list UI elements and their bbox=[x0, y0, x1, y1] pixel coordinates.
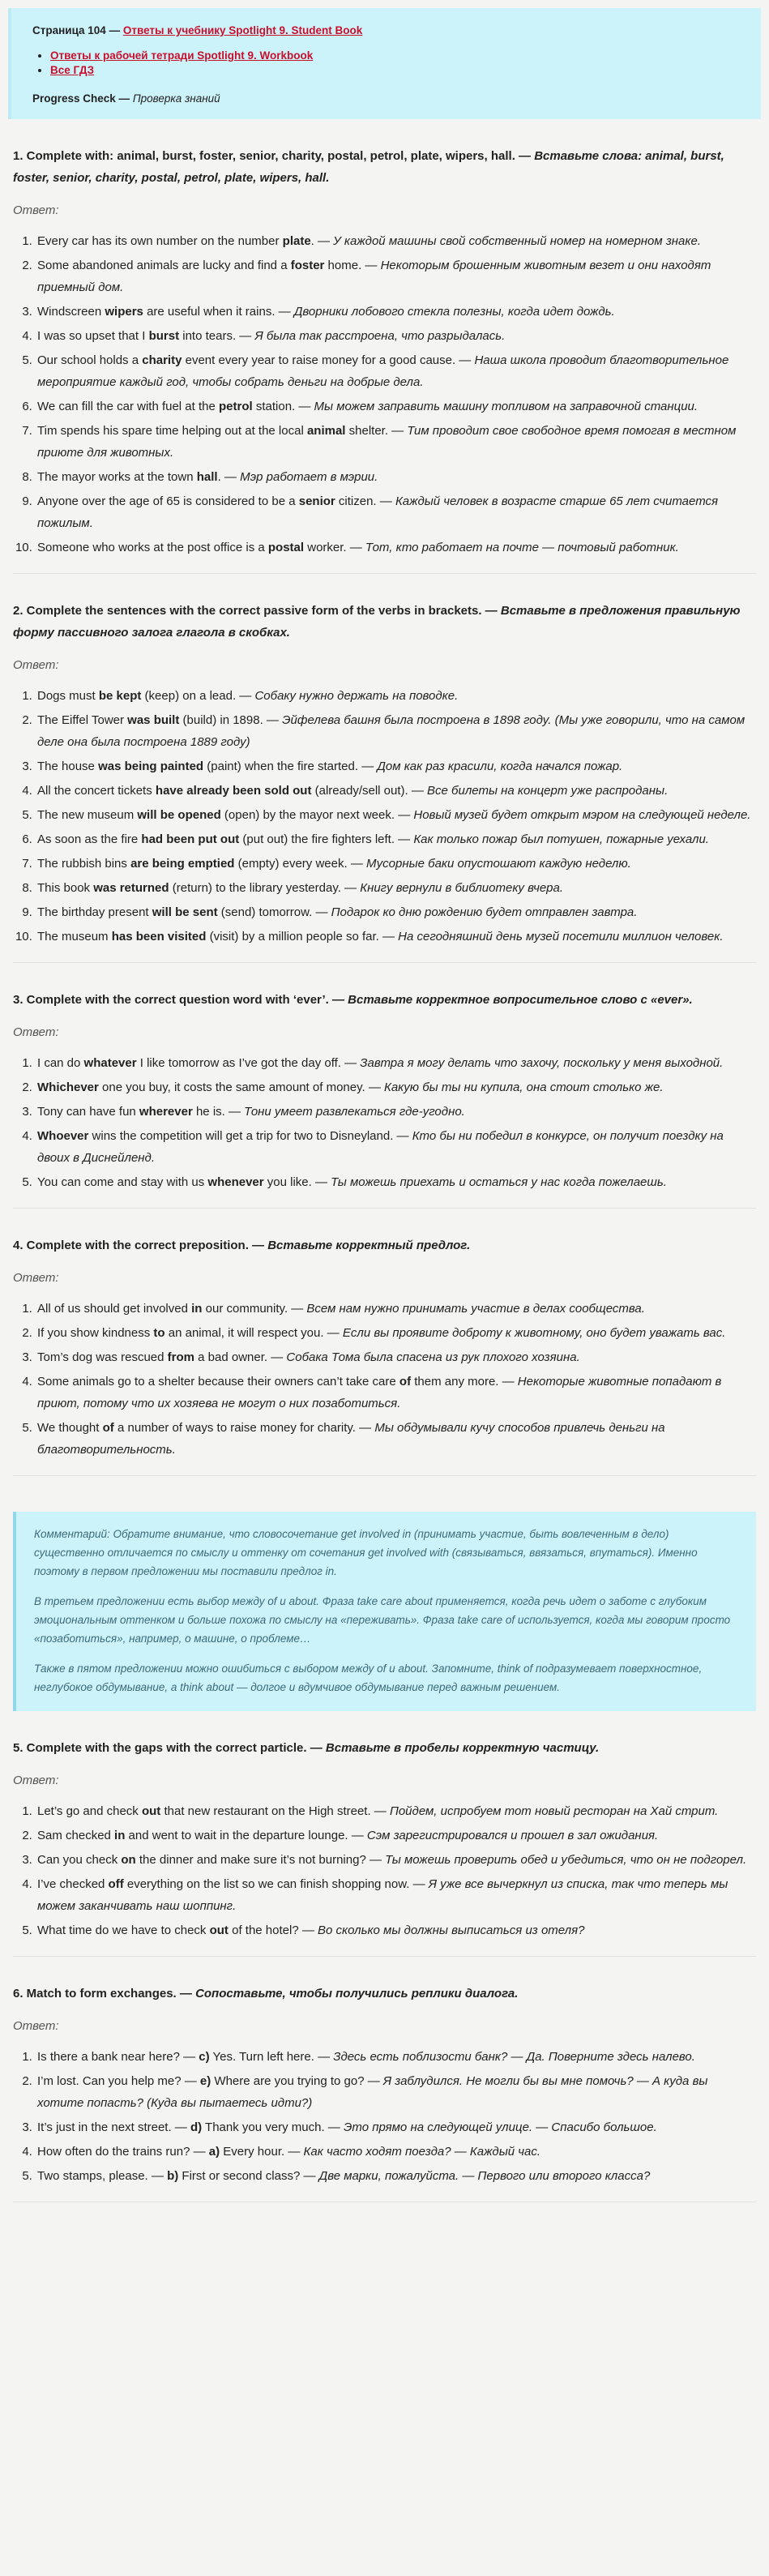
sentence-start: We thought bbox=[37, 1421, 103, 1435]
sentence-end: (paint) when the fire started. bbox=[203, 760, 359, 773]
exercise-title-en: 6. Match to form exchanges. — bbox=[13, 1987, 192, 2000]
sentence-end: of the hotel? bbox=[228, 1923, 299, 1937]
sentence-start: The rubbish bins bbox=[37, 857, 131, 871]
sentence-end: them any more. bbox=[411, 1375, 499, 1389]
exercise-4 bbox=[13, 1235, 756, 1476]
answer-word: out bbox=[141, 1804, 161, 1818]
answer-word: in bbox=[191, 1302, 203, 1316]
sentence-end: Where are you trying to go? bbox=[211, 2074, 365, 2088]
list-item bbox=[36, 230, 756, 252]
sentence-end: one you buy, it costs the same amount of money. bbox=[98, 1080, 365, 1094]
translation: — Тим проводит свое свободное время помогая в местном приюте для животных. bbox=[37, 424, 737, 460]
answer-word: are being emptied bbox=[130, 857, 235, 871]
all-gdz-link[interactable]: Все ГДЗ bbox=[50, 64, 95, 76]
translation: — Какую бы ты ни купила, она стоит столько же. bbox=[365, 1080, 664, 1094]
answer-word: petrol bbox=[219, 400, 253, 413]
page bbox=[8, 0, 761, 2202]
answer-word: of bbox=[399, 1375, 412, 1389]
sentence-end: (return) to the library yesterday. bbox=[169, 881, 341, 895]
sentence-end: Yes. Turn left here. bbox=[209, 2050, 314, 2064]
sentence-start: You can come and stay with us bbox=[37, 1175, 208, 1189]
translation: — Мэр работает в мэрии. bbox=[220, 470, 378, 484]
sentence-start: All of us should get involved bbox=[37, 1302, 192, 1316]
translation: — Тот, кто работает на почте — почтовый работник. bbox=[346, 541, 679, 554]
list-item bbox=[36, 1101, 756, 1123]
sentence-start: All the concert tickets bbox=[37, 784, 156, 798]
answer-label: Ответ: bbox=[13, 658, 59, 672]
answer-word: burst bbox=[148, 329, 180, 343]
exercises-content bbox=[8, 145, 761, 2202]
exercise-title bbox=[13, 600, 756, 644]
sentence-start: Dogs must bbox=[37, 689, 99, 703]
divider bbox=[13, 573, 756, 574]
list-item bbox=[36, 1171, 756, 1193]
answer-word: b) bbox=[167, 2169, 179, 2183]
divider bbox=[13, 1956, 756, 1957]
sentence-start: Some animals go to a shelter because their owners can’t take care bbox=[37, 1375, 399, 1389]
list-item bbox=[36, 1417, 756, 1461]
answer-word: have already been sold out bbox=[155, 784, 312, 798]
workbook-link[interactable]: Ответы к рабочей тетради Spotlight 9. Workbook bbox=[50, 49, 314, 62]
list-item bbox=[50, 49, 740, 62]
list-item bbox=[36, 396, 756, 417]
progress-check-title bbox=[32, 92, 740, 105]
sentence-start: Tom’s dog was rescued bbox=[37, 1350, 168, 1364]
translation: — Каждый человек в возрасте старше 65 лет считается пожилым. bbox=[37, 494, 719, 530]
answer-list bbox=[13, 230, 756, 558]
progress-subtitle: Проверка знаний bbox=[132, 92, 220, 105]
sentence-end: (already/sell out). bbox=[311, 784, 408, 798]
list-item bbox=[36, 755, 756, 777]
sentence-start: Sam checked bbox=[37, 1829, 115, 1842]
sentence-start: I was so upset that I bbox=[37, 329, 149, 343]
answer-list bbox=[13, 2046, 756, 2187]
list-item bbox=[36, 537, 756, 558]
list-item bbox=[36, 1371, 756, 1414]
sentence-start: How often do the trains run? — bbox=[37, 2145, 209, 2159]
answer-word: to bbox=[153, 1326, 165, 1340]
answer-word: Whichever bbox=[37, 1080, 99, 1094]
sentence-end: . bbox=[217, 470, 221, 484]
student-book-link[interactable]: Ответы к учебнику Spotlight 9. Student Book bbox=[122, 24, 363, 36]
answer-word: postal bbox=[267, 541, 305, 554]
answer-word: from bbox=[167, 1350, 194, 1364]
list-item bbox=[36, 255, 756, 298]
translation: — Дворники лобового стекла полезны, когда идет дождь. bbox=[275, 305, 615, 319]
divider bbox=[13, 962, 756, 963]
sentence-start: The mayor works at the town bbox=[37, 470, 197, 484]
sentence-start: Anyone over the age of 65 is considered to be a bbox=[37, 494, 299, 508]
translation: — Новый музей будет открыт мэром на следующей неделе. bbox=[395, 808, 751, 822]
translation: — Собака Тома была спасена из рук плохого хозяина. bbox=[267, 1350, 580, 1364]
exercise-title-en: 2. Complete the sentences with the correct passive form of the verbs in brackets. — bbox=[13, 604, 498, 618]
answer-word: c) bbox=[199, 2050, 210, 2064]
list-item bbox=[36, 1346, 756, 1368]
sentence-start: As soon as the fire bbox=[37, 832, 142, 846]
translation: — Как часто ходят поезда? — Каждый час. bbox=[284, 2145, 541, 2159]
exercise-title-ru: Вставьте корректное вопросительное слово с «ever». bbox=[348, 993, 693, 1007]
translation: — На сегодняшний день музей посетили миллион человек. bbox=[378, 930, 724, 944]
answer-word: was returned bbox=[93, 881, 169, 895]
answer-word: of bbox=[102, 1421, 114, 1435]
answer-word: plate bbox=[282, 234, 311, 248]
answer-word: had been put out bbox=[141, 832, 240, 846]
answer-word: whenever bbox=[207, 1175, 264, 1189]
sentence-end: I like tomorrow as I’ve got the day off. bbox=[136, 1056, 341, 1070]
sentence-start: The new museum bbox=[37, 808, 138, 822]
translation: — Тони умеет развлекаться где-угодно. bbox=[224, 1105, 465, 1119]
sentence-end: shelter. bbox=[345, 424, 389, 438]
answer-word: wherever bbox=[139, 1105, 193, 1119]
list-item bbox=[36, 685, 756, 707]
exercise-title-ru: Вставьте в предложения правильную форму пассивного залога глагола в скобках. bbox=[13, 604, 741, 640]
sentence-start: Some abandoned animals are lucky and find a bbox=[37, 259, 291, 272]
answer-label: Ответ: bbox=[13, 2019, 59, 2033]
list-item bbox=[36, 1076, 756, 1098]
exercise-title-en: 1. Complete with: animal, burst, foster, senior, charity, postal, petrol, plate, wipers, hall. — bbox=[13, 149, 532, 163]
list-item bbox=[50, 64, 740, 76]
answer-word: out bbox=[209, 1923, 229, 1937]
sentence-start: I’ve checked bbox=[37, 1877, 109, 1891]
list-item bbox=[36, 1825, 756, 1846]
sentence-start: If you show kindness bbox=[37, 1326, 154, 1340]
sentence-start: The birthday present bbox=[37, 905, 152, 919]
translation: — Во сколько мы должны выписаться из отеля? bbox=[298, 1923, 585, 1937]
translation: — Я уже все вычеркнул из списка, так что теперь мы можем заканчивать наш шоппинг. bbox=[37, 1877, 728, 1913]
sentence-end: a number of ways to raise money for charity. bbox=[113, 1421, 356, 1435]
list-item bbox=[36, 325, 756, 347]
list-item bbox=[36, 853, 756, 875]
answer-word: will be sent bbox=[152, 905, 218, 919]
list-item bbox=[36, 490, 756, 534]
breadcrumb bbox=[32, 24, 740, 36]
answer-word: was being painted bbox=[98, 760, 204, 773]
exercise-1 bbox=[13, 145, 756, 574]
sentence-start: The house bbox=[37, 760, 99, 773]
answer-list bbox=[13, 1298, 756, 1461]
list-item bbox=[36, 301, 756, 323]
sentence-start: Tim spends his spare time helping out at the local bbox=[37, 424, 307, 438]
sentence-end: Thank you very much. bbox=[202, 2120, 325, 2134]
sentence-start: I can do bbox=[37, 1056, 84, 1070]
exercise-3 bbox=[13, 989, 756, 1209]
list-item bbox=[36, 2070, 756, 2114]
sentence-start: The Eiffel Tower bbox=[37, 713, 128, 727]
sentence-end: everything on the list so we can finish shopping now. bbox=[123, 1877, 410, 1891]
translation: — Если вы проявите доброту к животному, оно будет уважать вас. bbox=[323, 1326, 726, 1340]
exercise-title bbox=[13, 1983, 756, 2005]
sentence-end: are useful when it rains. bbox=[143, 305, 276, 319]
commentary-box bbox=[13, 1512, 756, 1711]
sentence-start: Tony can have fun bbox=[37, 1105, 139, 1119]
sentence-end: the dinner and make sure it’s not burning? bbox=[135, 1853, 366, 1867]
answer-list bbox=[13, 685, 756, 948]
progress-title: Progress Check — bbox=[32, 92, 130, 105]
sentence-start: This book bbox=[37, 881, 94, 895]
answer-word: a) bbox=[208, 2145, 220, 2159]
answer-word: hall bbox=[196, 470, 218, 484]
translation: — Некоторые животные попадают в приют, потому что их хозяева не могут о них позаботиться. bbox=[37, 1375, 722, 1410]
exercise-2 bbox=[13, 600, 756, 963]
list-item bbox=[36, 901, 756, 923]
answer-word: e) bbox=[199, 2074, 211, 2088]
list-item bbox=[36, 780, 756, 802]
exercise-title bbox=[13, 145, 756, 189]
sentence-start: Every car has its own number on the number bbox=[37, 234, 283, 248]
sentence-end: (empty) every week. bbox=[234, 857, 348, 871]
sentence-end: wins the competition will get a trip for two to Disneyland. bbox=[88, 1129, 394, 1143]
sentence-end: you like. bbox=[263, 1175, 312, 1189]
translation: — Кто бы ни победил в конкурсе, он получит поездку на двоих в Диснейленд. bbox=[37, 1129, 724, 1165]
sentence-end: . bbox=[310, 234, 314, 248]
translation: — Я заблудился. Не могли бы вы мне помочь? — А куда вы хотите попасть? (Куда вы пытаетесь идти?) bbox=[37, 2074, 708, 2110]
sentence-end: into tears. bbox=[179, 329, 237, 343]
sentence-end: station. bbox=[252, 400, 296, 413]
page-label: Страница 104 — bbox=[32, 24, 121, 36]
answer-word: off bbox=[108, 1877, 124, 1891]
exercise-title bbox=[13, 1737, 756, 1759]
sentence-end: our community. bbox=[202, 1302, 288, 1316]
answer-label: Ответ: bbox=[13, 1025, 59, 1039]
translation: — У каждой машины свой собственный номер на номерном знаке. bbox=[314, 234, 701, 248]
list-item bbox=[36, 926, 756, 948]
translation: — Две марки, пожалуйста. — Первого или второго класса? bbox=[300, 2169, 651, 2183]
sentence-end: (keep) on a lead. bbox=[141, 689, 237, 703]
exercise-title-ru: Вставьте слова: animal, burst, foster, senior, charity, postal, petrol, plate, wipers, hall. bbox=[13, 149, 724, 185]
translation: — Книгу вернули в библиотеку вчера. bbox=[340, 881, 564, 895]
translation: — Завтра я могу делать что захочу, поскольку у меня выходной. bbox=[340, 1056, 724, 1070]
exercise-title-en: 5. Complete with the gaps with the correct particle. — bbox=[13, 1741, 323, 1755]
sentence-end: a bad owner. bbox=[194, 1350, 268, 1364]
list-item bbox=[36, 1052, 756, 1074]
sentence-end: home. bbox=[324, 259, 362, 272]
divider bbox=[13, 1208, 756, 1209]
answer-word: on bbox=[121, 1853, 136, 1867]
answer-word: charity bbox=[142, 353, 182, 367]
translation: — Собаку нужно держать на поводке. bbox=[236, 689, 459, 703]
list-item bbox=[36, 2141, 756, 2163]
list-item bbox=[36, 804, 756, 826]
translation: — Все билеты на концерт уже распроданы. bbox=[408, 784, 669, 798]
sentence-start: Is there a bank near here? — bbox=[37, 2050, 199, 2064]
answer-list bbox=[13, 1800, 756, 1941]
translation: — Мы обдумывали кучу способов привлечь деньги на благотворительность. bbox=[37, 1421, 665, 1457]
list-item bbox=[36, 1322, 756, 1344]
list-item bbox=[36, 2116, 756, 2138]
answer-word: animal bbox=[306, 424, 346, 438]
list-item bbox=[36, 420, 756, 464]
answer-label: Ответ: bbox=[13, 1774, 59, 1787]
commentary-paragraph: Также в пятом предложении можно ошибиться с выбором между of и about. Запомните, think of подразумевает поверхностное, неглубокое обдумывание, а think about — долгое и вдумчивое обдумывание перед важным решением. bbox=[34, 1662, 703, 1693]
sentence-end: Every hour. bbox=[220, 2145, 285, 2159]
sentence-start: It’s just in the next street. — bbox=[37, 2120, 190, 2134]
sentence-start: The museum bbox=[37, 930, 112, 944]
sentence-start: We can fill the car with fuel at the bbox=[37, 400, 219, 413]
exercise-title-ru: Вставьте корректный предлог. bbox=[267, 1239, 471, 1252]
sentence-start: Let’s go and check bbox=[37, 1804, 142, 1818]
answer-list bbox=[13, 1052, 756, 1193]
sentence-end: he is. bbox=[192, 1105, 225, 1119]
answer-word: was built bbox=[127, 713, 180, 727]
exercise-6 bbox=[13, 1983, 756, 2202]
exercise-title-ru: Вставьте в пробелы корректную частицу. bbox=[325, 1741, 600, 1755]
list-item bbox=[36, 466, 756, 488]
list-item bbox=[36, 2165, 756, 2187]
navigation-box bbox=[8, 8, 761, 119]
exercise-title-en: 3. Complete with the correct question word with ‘ever’. — bbox=[13, 993, 344, 1007]
sentence-end: event every year to raise money for a good cause. bbox=[182, 353, 456, 367]
list-item bbox=[36, 2046, 756, 2068]
list-item bbox=[36, 1919, 756, 1941]
exercise-title bbox=[13, 989, 756, 1011]
translation: — Некоторым брошенным животным везет и они находят приемный дом. bbox=[37, 259, 711, 294]
answer-word: be kept bbox=[98, 689, 142, 703]
sentence-end: that new restaurant on the High street. bbox=[160, 1804, 371, 1818]
answer-word: Whoever bbox=[37, 1129, 89, 1143]
answer-word: d) bbox=[190, 2120, 203, 2134]
translation: — Здесь есть поблизости банк? — Да. Поверните здесь налево. bbox=[314, 2050, 695, 2064]
translation: — Всем нам нужно принимать участие в делах сообщества. bbox=[288, 1302, 645, 1316]
list-item bbox=[36, 1800, 756, 1822]
sentence-start: Someone who works at the post office is a bbox=[37, 541, 268, 554]
translation: — Мусорные баки опустошают каждую неделю. bbox=[347, 857, 631, 871]
exercise-5 bbox=[13, 1737, 756, 1957]
list-item bbox=[36, 349, 756, 393]
sentence-start: Our school holds a bbox=[37, 353, 143, 367]
sentence-end: First or second class? bbox=[178, 2169, 301, 2183]
list-item bbox=[36, 709, 756, 753]
sentence-end: (put out) the fire fighters left. bbox=[239, 832, 395, 846]
sentence-start: Can you check bbox=[37, 1853, 122, 1867]
sentence-start: What time do we have to check bbox=[37, 1923, 210, 1937]
translation: — Ты можешь проверить обед и убедиться, что он не подгорел. bbox=[365, 1853, 747, 1867]
translation: — Сэм зарегистрировался и прошел в зал ожидания. bbox=[348, 1829, 659, 1842]
list-item bbox=[36, 1125, 756, 1169]
translation: — Пойдем, испробуем тот новый ресторан на Хай стрит. bbox=[370, 1804, 719, 1818]
list-item bbox=[36, 877, 756, 899]
answer-word: senior bbox=[298, 494, 335, 508]
divider bbox=[13, 1475, 756, 1476]
list-item bbox=[36, 1298, 756, 1320]
exercise-title-en: 4. Complete with the correct preposition. — bbox=[13, 1239, 265, 1252]
sentence-start: Two stamps, please. — bbox=[37, 2169, 168, 2183]
list-item bbox=[36, 1849, 756, 1871]
translation: — Ты можешь приехать и остаться у нас когда пожелаешь. bbox=[311, 1175, 667, 1189]
sentence-end: citizen. bbox=[335, 494, 377, 508]
sentence-end: (visit) by a million people so far. bbox=[206, 930, 379, 944]
translation: — Дом как раз красили, когда начался пожар. bbox=[358, 760, 623, 773]
commentary-paragraph: В третьем предложении есть выбор между of и about. Фраза take care about применяется, когда речь идет о заботе с глубоким эмоциональным оттенком и больше похожа по смыслу на «переживать». Фраза take care of используется, когда мы говорим просто «позаботиться», например, о машине, о проблеме… bbox=[34, 1595, 731, 1645]
sentence-end: and went to wait in the departure lounge. bbox=[125, 1829, 348, 1842]
answer-label: Ответ: bbox=[13, 1271, 59, 1285]
sentence-end: an animal, it will respect you. bbox=[164, 1326, 324, 1340]
list-item bbox=[36, 1873, 756, 1917]
exercise-title-ru: Сопоставьте, чтобы получились реплики диалога. bbox=[195, 1987, 519, 2000]
translation: — Я была так расстроена, что разрыдалась. bbox=[236, 329, 506, 343]
exercise-title bbox=[13, 1235, 756, 1256]
sentence-end: (build) in 1898. bbox=[179, 713, 263, 727]
answer-label: Ответ: bbox=[13, 203, 59, 217]
translation: — Как только пожар был потушен, пожарные уехали. bbox=[395, 832, 709, 846]
sentence-end: worker. bbox=[304, 541, 347, 554]
answer-word: in bbox=[114, 1829, 126, 1842]
translation: — Это прямо на следующей улице. — Спасибо большое. bbox=[324, 2120, 657, 2134]
sentence-start: I’m lost. Can you help me? — bbox=[37, 2074, 200, 2088]
commentary-paragraph: Комментарий: Обратите внимание, что словосочетание get involved in (принимать участие, быть вовлеченным в дело) существенно отличается по смыслу и оттенку от сочетания get involved with (связываться, ввязаться, впутаться). Именно поэтому в первом предложении мы поставили предлог in. bbox=[34, 1528, 698, 1577]
sentence-end: (send) tomorrow. bbox=[217, 905, 313, 919]
answer-word: wipers bbox=[105, 305, 143, 319]
translation: — Мы можем заправить машину топливом на заправочной станции. bbox=[295, 400, 699, 413]
translation: — Эйфелева башня была построена в 1898 году. (Мы уже говорили, что на самом деле она была построена 1889 году) bbox=[37, 713, 746, 749]
list-item bbox=[36, 828, 756, 850]
sentence-start: Windscreen bbox=[37, 305, 105, 319]
answer-word: has been visited bbox=[111, 930, 207, 944]
related-links bbox=[32, 49, 740, 76]
answer-word: whatever bbox=[83, 1056, 137, 1070]
sentence-end: (open) by the mayor next week. bbox=[220, 808, 395, 822]
translation: — Подарок ко дню рождению будет отправлен завтра. bbox=[312, 905, 638, 919]
answer-word: will be opened bbox=[137, 808, 221, 822]
answer-word: foster bbox=[290, 259, 325, 272]
translation: — Наша школа проводит благотворительное мероприятие каждый год, чтобы собрать деньги на добрые дела. bbox=[37, 353, 729, 389]
